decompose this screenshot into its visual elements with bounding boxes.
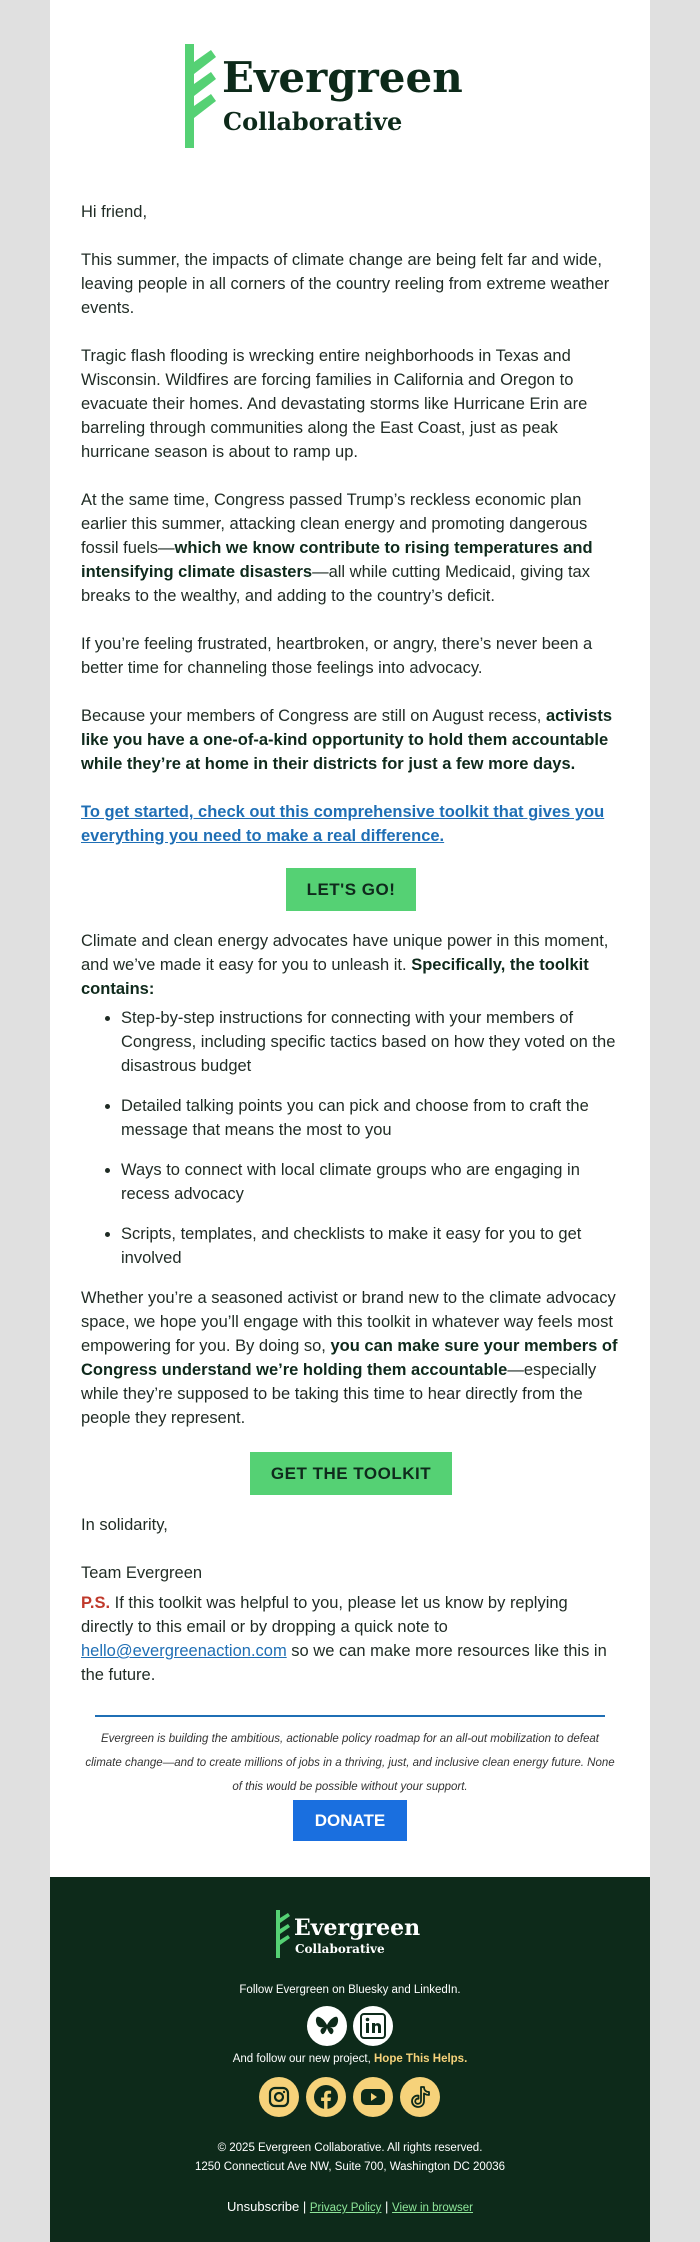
evergreen-logo	[185, 44, 515, 152]
email-body	[81, 200, 621, 1687]
paragraph-3: At the same time, Congress passed Trump’s reckless economic plan earlier this summer, attacking clean energy and promoting dangerous fossil fuels—which we know contribute to rising temperatures and intensifying climate disasters—all while cutting Medicaid, giving tax breaks to the wealthy, and adding to the country’s deficit.	[81, 491, 593, 605]
follow-text: Follow Evergreen on Bluesky and LinkedIn.	[239, 1984, 461, 1996]
mission-statement: Evergreen is building the ambitious, actionable policy roadmap for an all-out mobilization to defeat climate change—and to create millions of jobs in a thriving, just, and inclusive clean energy future. None of this would be possible without your support.	[85, 1733, 615, 1793]
logo-subtitle: Collaborative	[223, 107, 403, 136]
paragraph-4: If you’re feeling frustrated, heartbroken, or angry, there’s never been a better time for channeling those feelings into advocacy.	[81, 635, 593, 677]
unsubscribe-link[interactable]: Unsubscribe	[226, 2199, 300, 2214]
closing: In solidarity,	[81, 1516, 168, 1534]
paragraph-7: Whether you’re a seasoned activist or brand new to the climate advocacy space, we hope you’ll engage with this toolkit in whatever way feels most empowering for you. By doing so, you can make sure your members of Congress understand we’re holding them accountable—especially while they’re supposed to be taking this time to hear directly from the people they represent.	[81, 1289, 618, 1427]
footer-logo-subtitle: Collaborative	[295, 1942, 385, 1956]
youtube-icon[interactable]	[353, 2077, 393, 2117]
paragraph-6: Climate and clean energy advocates have unique power in this moment, and we’ve made it easy for you to unleash it. Specifically, the toolkit contains:	[81, 932, 609, 998]
view-in-browser-link[interactable]: View in browser	[392, 2202, 474, 2214]
footer	[50, 1877, 650, 2242]
toolkit-list	[81, 1006, 621, 1270]
paragraph-5: Because your members of Congress are still on August recess, activists like you have a one-of-a-kind opportunity to hold them accountable while they’re at home in their districts for just a few more days.	[81, 707, 613, 773]
tiktok-icon[interactable]	[400, 2077, 440, 2117]
footer-links: Unsubscribe | Privacy Policy | View in browser	[226, 2199, 474, 2214]
logo-title: Evergreen	[222, 53, 463, 102]
paragraph-2: Tragic flash flooding is wrecking entire neighborhoods in Texas and Wisconsin. Wildfires are forcing families in California and Oregon to evacuate their homes. And devastating storms like Hurricane Erin are barreling through communities along the East Coast, just as peak hurricane season is about to ramp up.	[81, 347, 588, 461]
footer-logo-title: Evergreen	[294, 1915, 421, 1941]
facebook-icon[interactable]	[306, 2077, 346, 2117]
greeting: Hi friend,	[81, 203, 148, 221]
list-item: • Ways to connect with local climate groups who are engaging in recess advocacy	[121, 1158, 621, 1206]
project-text: And follow our new project, Hope This Helps.	[232, 2053, 468, 2065]
toolkit-link[interactable]: To get started, check out this comprehensive toolkit that gives you everything you need to make a real difference.	[81, 803, 605, 845]
divider	[95, 1715, 605, 1717]
email-container	[50, 0, 650, 2242]
list-item: • Detailed talking points you can pick and choose from to craft the message that means the most to you	[121, 1094, 621, 1142]
donate-button[interactable]: DONATE	[293, 1800, 407, 1841]
linkedin-icon[interactable]	[353, 2006, 393, 2046]
address: 1250 Connecticut Ave NW, Suite 700, Washington DC 20036	[194, 2161, 506, 2173]
list-item: • Scripts, templates, and checklists to make it easy for you to get involved	[121, 1222, 621, 1270]
privacy-policy-link[interactable]: Privacy Policy	[309, 2202, 382, 2214]
instagram-icon[interactable]	[259, 2077, 299, 2117]
contact-email-link[interactable]: hello@evergreenaction.com	[81, 1642, 287, 1660]
signature: Team Evergreen	[81, 1564, 203, 1582]
lets-go-button[interactable]: LET'S GO!	[286, 868, 416, 911]
copyright: © 2025 Evergreen Collaborative. All rights reserved.	[217, 2142, 483, 2154]
hope-this-helps: Hope This Helps.	[373, 2053, 468, 2065]
footer-logo	[276, 1910, 426, 1960]
postscript: P.S. If this toolkit was helpful to you, please let us know by replying directly to this email or by dropping a quick note to hello@evergreenaction.com so we can make more resources like this in the future.	[81, 1594, 607, 1684]
paragraph-1: This summer, the impacts of climate change are being felt far and wide, leaving people in all corners of the country reeling from extreme weather events.	[81, 251, 610, 317]
list-item: • Step-by-step instructions for connecting with your members of Congress, including specific tactics based on how they voted on the disastrous budget	[121, 1006, 621, 1078]
bluesky-icon[interactable]	[307, 2006, 347, 2046]
get-toolkit-button[interactable]: GET THE TOOLKIT	[250, 1452, 452, 1495]
